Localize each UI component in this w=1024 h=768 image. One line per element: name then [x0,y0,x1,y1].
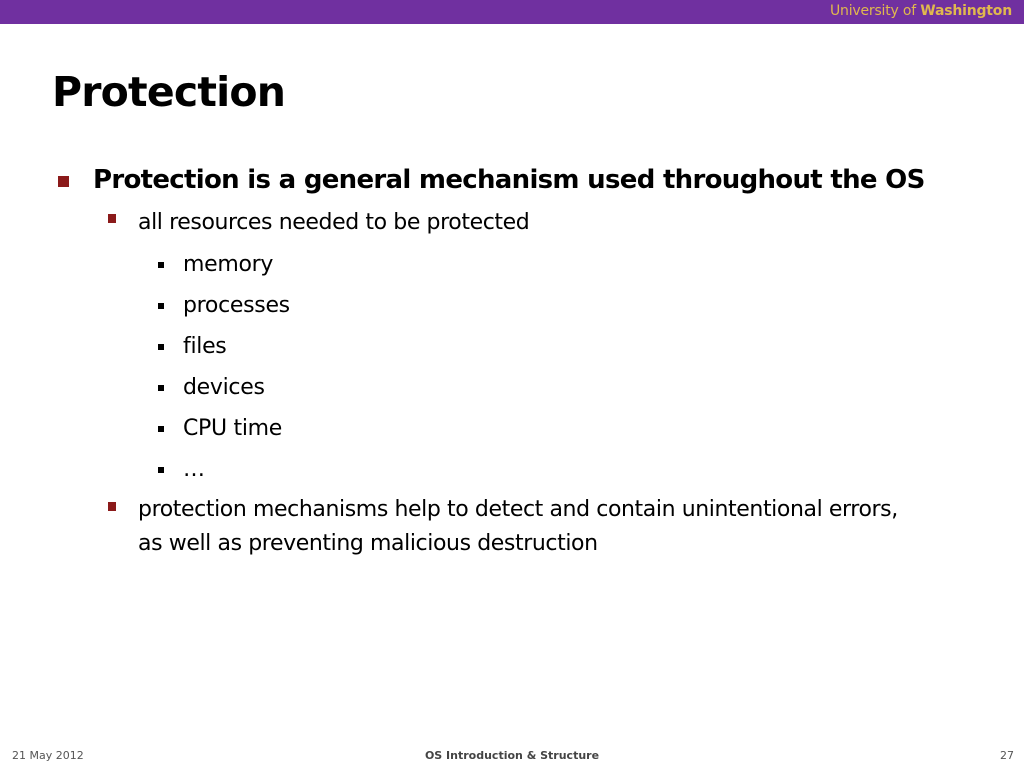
square-bullet-icon [158,385,164,391]
main-bullet-text: Protection is a general mechanism used throughout the OS [93,165,925,195]
square-bullet-icon [158,426,164,432]
square-bullet-icon [108,502,116,511]
sub-bullet-mechanisms-line2: as well as preventing malicious destruction [138,531,598,556]
sub-bullet-resources: all resources needed to be protected [138,210,530,235]
square-bullet-icon [58,176,69,187]
resource-item: devices [183,375,265,400]
footer-date: 21 May 2012 [12,749,84,762]
brand-name: Washington [920,3,1012,19]
square-bullet-icon [158,467,164,473]
resource-item: processes [183,293,290,318]
square-bullet-icon [108,214,116,223]
slide-title: Protection [52,68,286,116]
square-bullet-icon [158,344,164,350]
resource-item: memory [183,252,274,277]
square-bullet-icon [158,303,164,309]
footer-course-title: OS Introduction & Structure [424,749,600,762]
university-brand [830,2,1012,20]
resource-item: files [183,334,227,359]
brand-prefix: University of [830,3,916,19]
square-bullet-icon [158,262,164,268]
resource-item: … [183,457,205,482]
resource-item: CPU time [183,416,283,441]
page-number: 27 [1000,749,1014,762]
header-bar [0,0,1024,24]
sub-bullet-mechanisms-line1: protection mechanisms help to detect and contain unintentional errors, [138,497,898,522]
